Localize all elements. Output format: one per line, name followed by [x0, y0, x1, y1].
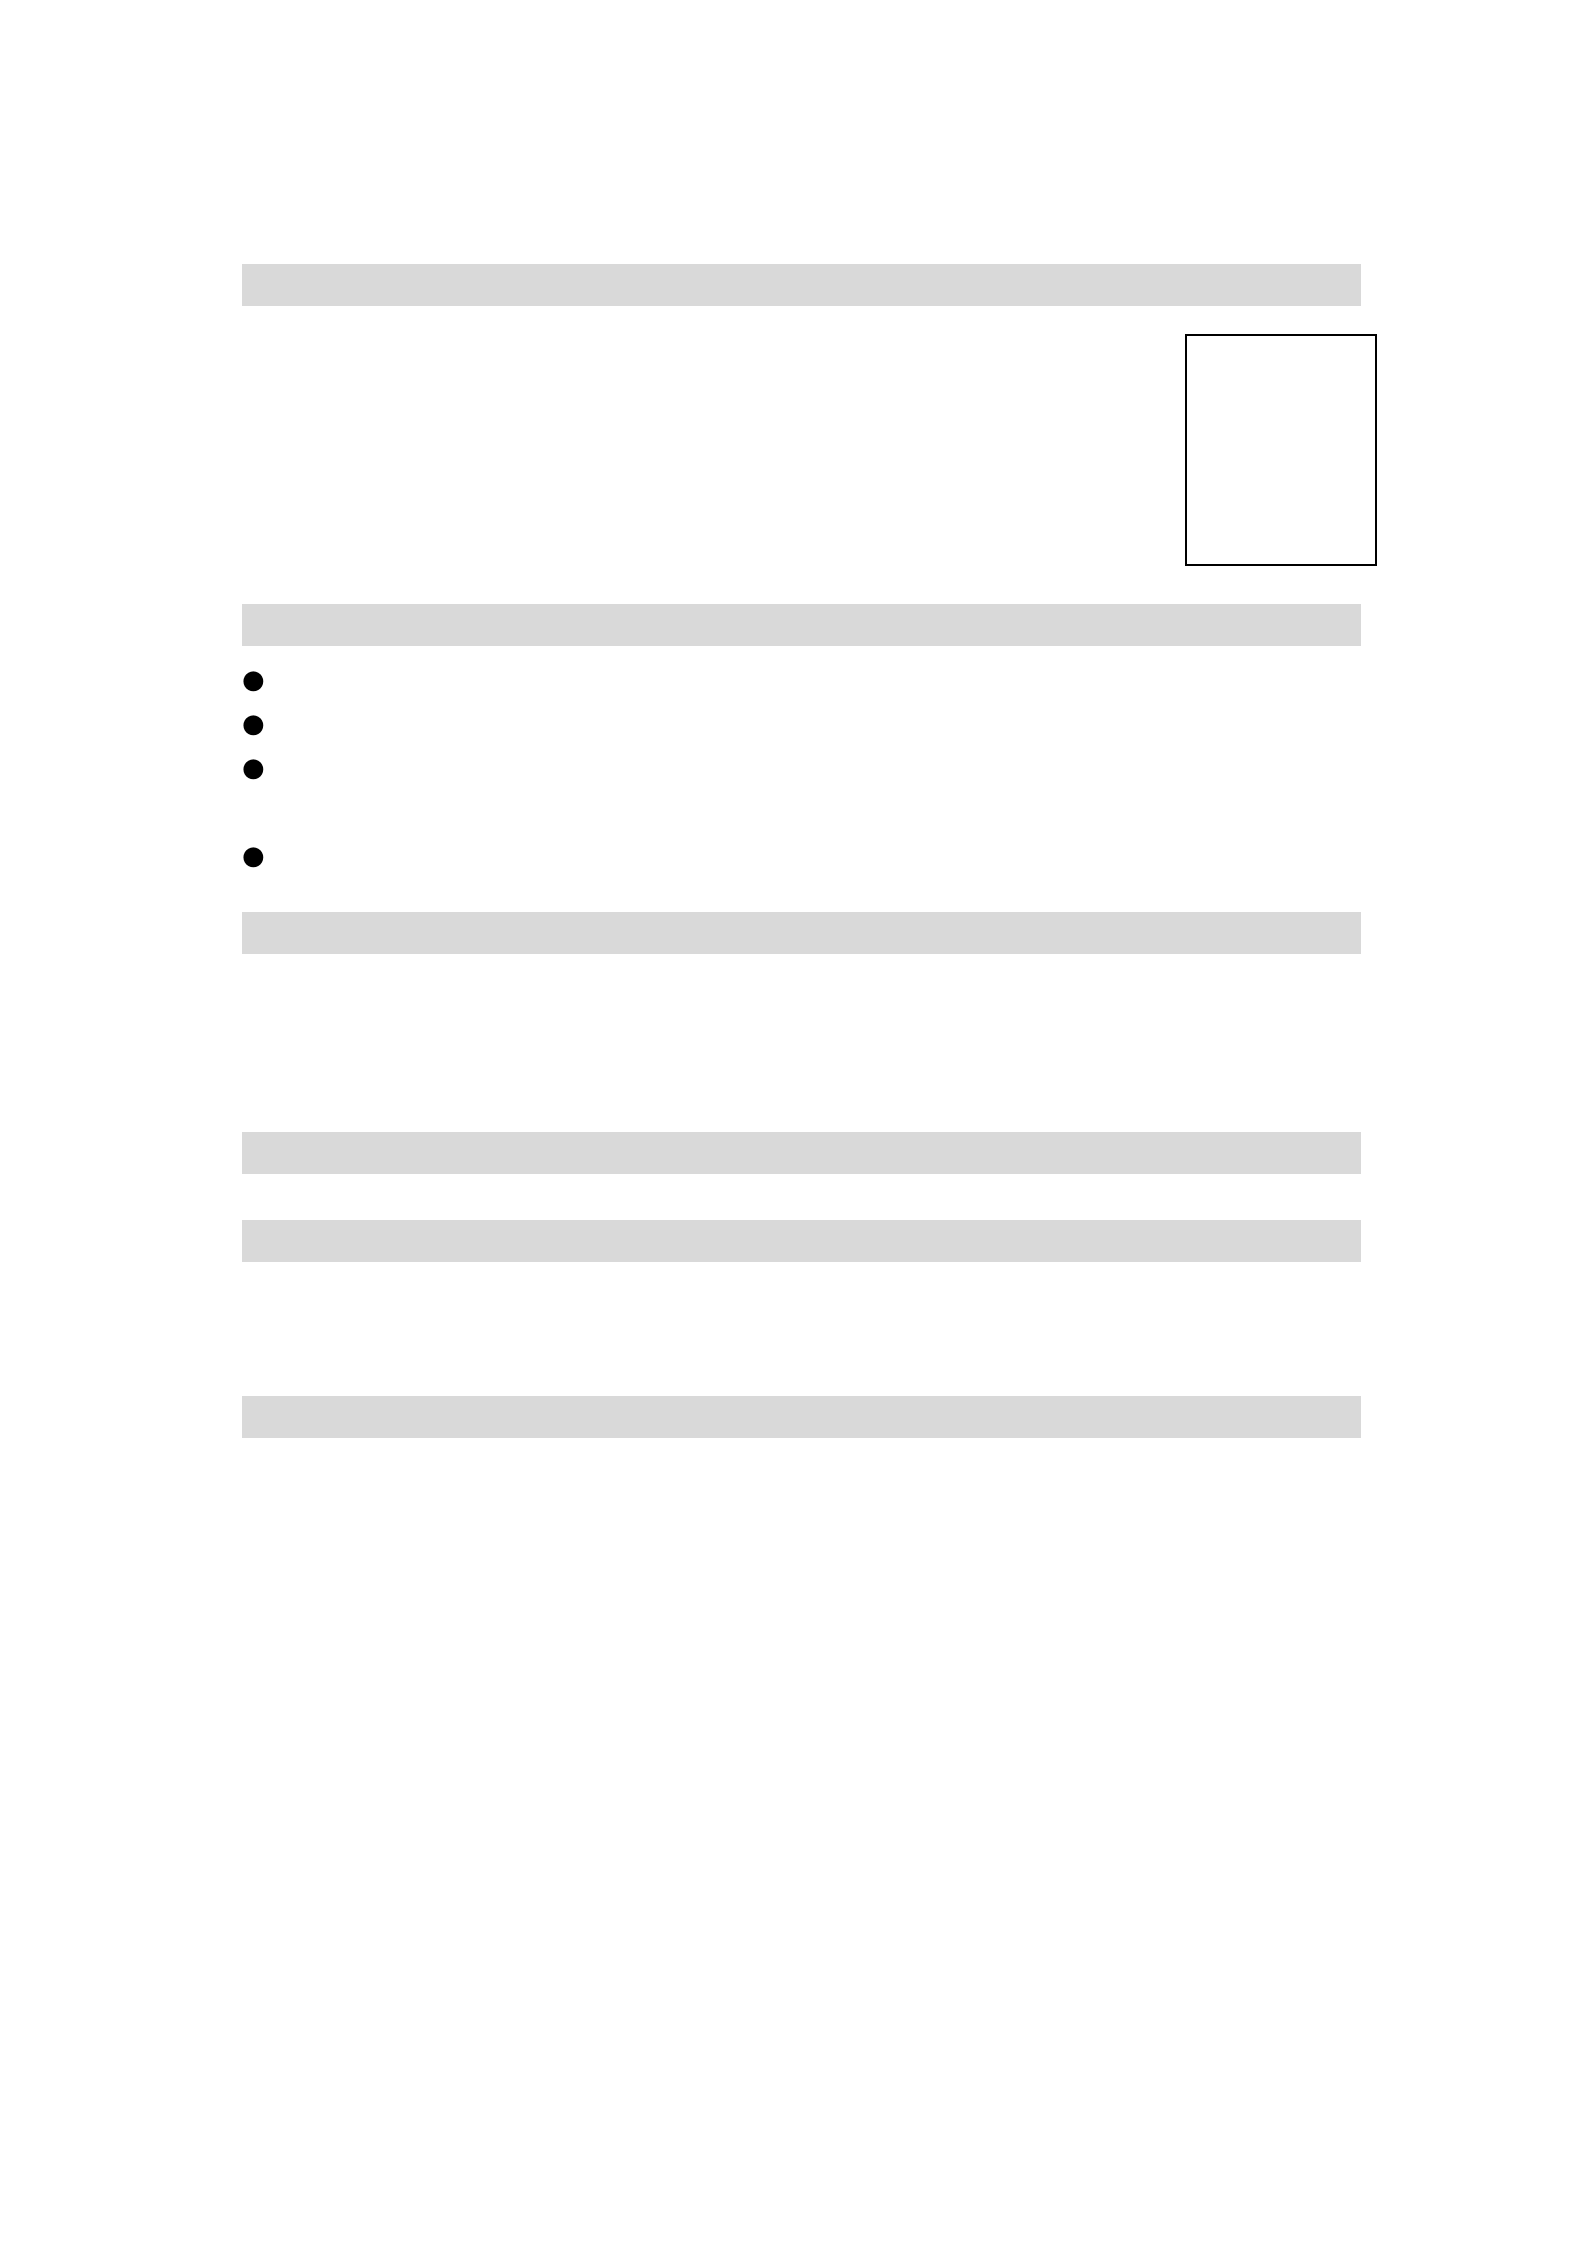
photo-placeholder [1185, 334, 1377, 566]
page-title [242, 190, 1361, 250]
skill-text [544, 746, 1361, 790]
info-field [549, 528, 856, 570]
info-field [242, 486, 549, 528]
skill-text [544, 702, 1361, 746]
skill-label [294, 834, 544, 878]
info-field [855, 528, 1162, 570]
education-period [242, 1010, 552, 1054]
skill-text [544, 834, 1361, 878]
section-header-self-eval [242, 1396, 1361, 1438]
info-field [242, 444, 549, 486]
info-row [242, 486, 1162, 528]
skill-label [294, 702, 544, 746]
info-field [549, 486, 856, 528]
section-self-eval [242, 1396, 1361, 1606]
bullet-icon [242, 702, 294, 746]
bullet-icon [242, 746, 294, 790]
info-field [855, 318, 1162, 360]
skill-item [242, 790, 1361, 834]
basic-info-grid [242, 318, 1162, 570]
education-entry [242, 1054, 1361, 1098]
practice-line [242, 1274, 1361, 1318]
info-row [242, 360, 1162, 402]
section-skills [242, 604, 1361, 878]
skill-text [544, 790, 1361, 834]
practice-line [242, 1318, 1361, 1362]
info-row [242, 318, 1162, 360]
info-row [242, 444, 1162, 486]
section-header-practice [242, 1220, 1361, 1262]
education-period [242, 1054, 552, 1098]
info-field [242, 402, 549, 444]
section-header-courses [242, 1132, 1361, 1174]
bullet-icon [242, 834, 294, 878]
skill-item [242, 746, 1361, 790]
info-field [855, 444, 1162, 486]
info-field [549, 402, 856, 444]
info-row [242, 528, 1162, 570]
info-field [242, 528, 549, 570]
skill-label [294, 746, 544, 790]
info-field [549, 444, 856, 486]
info-field [549, 360, 856, 402]
self-eval-line [242, 1502, 1361, 1554]
section-courses [242, 1132, 1361, 1186]
skill-item [242, 834, 1361, 878]
section-practice [242, 1220, 1361, 1362]
info-field [242, 360, 549, 402]
info-row [242, 402, 1162, 444]
education-intro [242, 966, 1361, 1010]
bullet-icon [242, 790, 294, 834]
bullet-icon [242, 658, 294, 702]
info-field [855, 486, 1162, 528]
info-field [549, 318, 856, 360]
skill-label [294, 790, 544, 834]
section-header-skills [242, 604, 1361, 646]
section-header-education [242, 912, 1361, 954]
info-field [855, 402, 1162, 444]
skill-item [242, 658, 1361, 702]
education-entry [242, 1010, 1361, 1054]
skill-text [544, 658, 1361, 702]
skill-label [294, 658, 544, 702]
self-eval-line [242, 1450, 1361, 1502]
info-field [855, 360, 1162, 402]
info-field [242, 318, 549, 360]
skill-item [242, 702, 1361, 746]
self-eval-line [242, 1554, 1361, 1606]
section-header-basic [242, 264, 1361, 306]
section-education [242, 912, 1361, 1098]
